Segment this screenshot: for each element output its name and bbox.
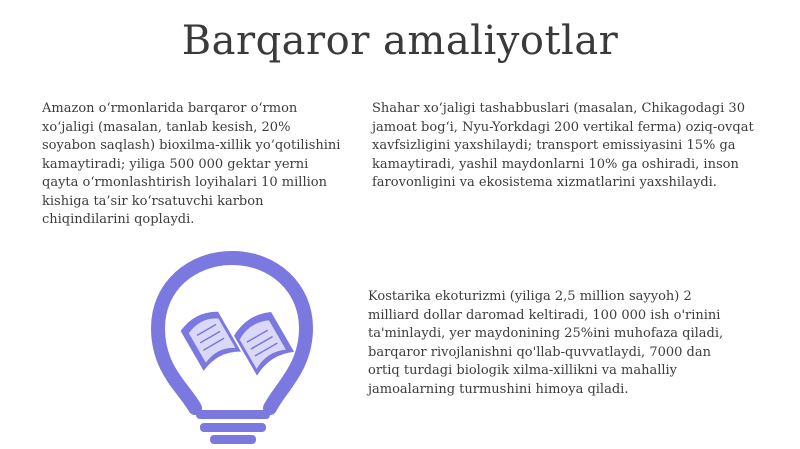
lightbulb-book-icon xyxy=(150,250,315,445)
slide-title: Barqaror amaliyotlar xyxy=(181,18,619,64)
paragraph-forestry: Amazon o‘rmonlarida barqaror o‘rmon xo‘jaligi (masalan, tanlab kesish, 20% soyabon saqlash) bioxilma-xillik yo‘qotilishini kamaytiradi; yiliga 500 000 gektar yerni qayta o‘rmonlashtirish loyihalari 10 million kishiga ta’sir ko‘rsatuvchi karbon chiqindilarini qoplaydi. xyxy=(42,101,341,227)
paragraph-ecotourism: Kostarika ekoturizmi (yiliga 2,5 million sayyoh) 2 milliard dollar daromad keltiradi, 100 000 ish o'rinini ta'minlaydi, yer maydonining 25%ini muhofaza qiladi, barqaror rivojlanishni qo'llab-quvvatlaydi, 7000 dan ortiq turdagi biologik xilma-xillikni va mahalliy jamoalarning turmushini himoya qiladi. xyxy=(368,289,724,397)
paragraph-urban-farming: Shahar xo‘jaligi tashabbuslari (masalan, Chikagodagi 30 jamoat bog‘i, Nyu-Yorkdagi 200 vertikal ferma) oziq-ovqat xavfsizligini yaxshilaydi; transport emissiyasini 15% ga kamaytiradi, yashil maydonlarni 10% ga oshiradi, inson farovonligini va ekosistema xizmatlarini yaxshilaydi. xyxy=(372,101,754,190)
